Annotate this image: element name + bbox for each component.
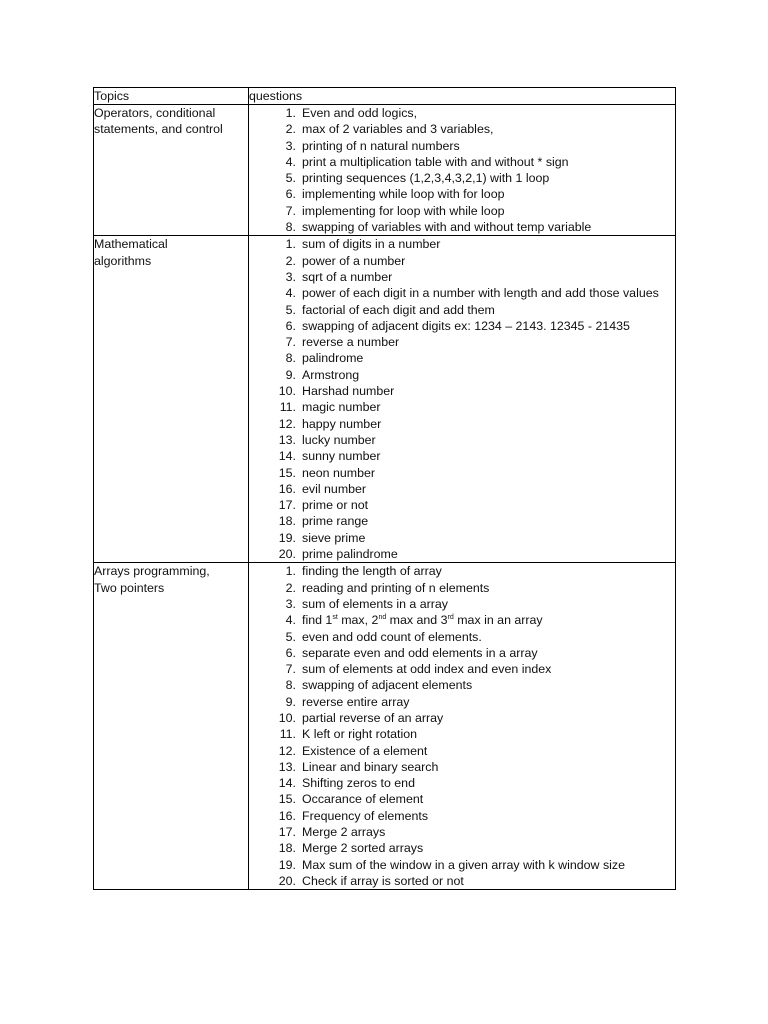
list-item: [249, 857, 675, 873]
list-number: 5.: [285, 171, 296, 186]
question-text: swapping of variables with and without temp variable: [302, 220, 592, 235]
question-text: Max sum of the window in a given array with k window size: [302, 857, 625, 872]
table-row: [94, 563, 676, 890]
question-text: even and odd count of elements.: [302, 629, 482, 644]
list-number: 11.: [279, 400, 296, 415]
list-number: 1.: [285, 237, 296, 252]
topic-line: Two pointers: [94, 580, 165, 595]
questions-header: questions: [249, 88, 676, 105]
list-number: 9.: [285, 367, 296, 382]
list-item: [249, 203, 675, 219]
table-row: [94, 236, 676, 563]
list-item: [249, 759, 675, 775]
topic-line: algorithms: [94, 253, 152, 268]
list-number: 4.: [285, 613, 296, 628]
question-text: evil number: [302, 481, 367, 496]
list-number: 19.: [278, 857, 296, 872]
list-item: [249, 661, 675, 677]
list-item: [249, 563, 675, 579]
list-item: [249, 170, 675, 186]
topic-line: Arrays programming,: [94, 564, 210, 579]
question-text: implementing for loop with while loop: [302, 203, 505, 218]
question-text: implementing while loop with for loop: [302, 187, 505, 202]
list-number: 11.: [279, 727, 296, 742]
list-item: [249, 154, 675, 170]
question-text: reverse a number: [302, 335, 400, 350]
question-text: Shifting zeros to end: [302, 776, 415, 791]
list-number: 15.: [278, 465, 296, 480]
question-text: Even and odd logics,: [302, 106, 418, 120]
list-item: [249, 497, 675, 513]
list-number: 5.: [285, 302, 296, 317]
question-text: sunny number: [302, 449, 381, 464]
list-number: 4.: [285, 286, 296, 301]
question-text: Frequency of elements: [302, 808, 429, 823]
list-item: [249, 399, 675, 415]
question-text: palindrome: [302, 351, 364, 366]
list-item: [249, 596, 675, 612]
list-number: 8.: [285, 351, 296, 366]
question-text: reading and printing of n elements: [302, 580, 490, 595]
list-item: [249, 465, 675, 481]
list-item: [249, 743, 675, 759]
list-item: [249, 808, 675, 824]
question-text: lucky number: [302, 432, 376, 447]
list-number: 1.: [285, 106, 296, 120]
list-number: 15.: [278, 792, 296, 807]
list-item: [249, 334, 675, 350]
list-item: [249, 481, 675, 497]
list-number: 16.: [278, 481, 296, 496]
questions-cell: [249, 105, 676, 236]
list-item: [249, 138, 675, 154]
question-text: prime palindrome: [302, 547, 398, 562]
list-number: 17.: [278, 498, 296, 513]
list-number: 2.: [285, 253, 296, 268]
list-number: 6.: [285, 645, 296, 660]
list-number: 14.: [278, 776, 296, 791]
list-item: [249, 121, 675, 137]
list-number: 18.: [278, 514, 296, 529]
list-item: [249, 546, 675, 562]
list-item: [249, 791, 675, 807]
list-number: 3.: [285, 138, 296, 153]
list-item: [249, 694, 675, 710]
list-item: [249, 236, 675, 252]
list-number: 7.: [285, 662, 296, 677]
questions-cell: [249, 563, 676, 890]
list-number: 8.: [285, 678, 296, 693]
list-item: [249, 612, 675, 628]
list-item: [249, 105, 675, 121]
topic-cell: [94, 105, 249, 236]
question-text: Merge 2 arrays: [302, 825, 386, 840]
list-item: [249, 383, 675, 399]
list-item: [249, 448, 675, 464]
list-number: 20.: [278, 873, 296, 888]
list-item: [249, 629, 675, 645]
list-item: [249, 775, 675, 791]
list-item: [249, 318, 675, 334]
question-text: Check if array is sorted or not: [302, 873, 464, 888]
list-number: 7.: [285, 203, 296, 218]
list-item: [249, 726, 675, 742]
topic-line: statements, and control: [94, 122, 223, 137]
list-number: 1.: [285, 564, 296, 579]
list-number: 8.: [285, 220, 296, 235]
topic-line: Mathematical: [94, 237, 168, 252]
topics-body: [94, 105, 676, 890]
list-item: [249, 677, 675, 693]
list-item: [249, 219, 675, 235]
list-item: [249, 253, 675, 269]
list-item: [249, 186, 675, 202]
question-list: [249, 563, 675, 889]
question-list: [249, 105, 675, 235]
list-number: 2.: [285, 122, 296, 137]
question-text: Merge 2 sorted arrays: [302, 841, 424, 856]
list-number: 7.: [285, 335, 296, 350]
list-number: 19.: [278, 530, 296, 545]
list-number: 3.: [285, 269, 296, 284]
question-text: prime range: [302, 514, 369, 529]
list-number: 14.: [278, 449, 296, 464]
list-number: 17.: [278, 825, 296, 840]
list-item: [249, 367, 675, 383]
question-text: factorial of each digit and add them: [302, 302, 495, 317]
list-number: 12.: [278, 416, 296, 431]
question-text: max of 2 variables and 3 variables,: [302, 122, 494, 137]
topics-header: Topics: [94, 88, 249, 105]
question-text: Linear and binary search: [302, 759, 439, 774]
list-item: [249, 580, 675, 596]
list-item: [249, 285, 675, 301]
topic-line: Operators, conditional: [94, 106, 216, 120]
list-number: 13.: [278, 432, 296, 447]
list-number: 9.: [285, 694, 296, 709]
question-text: power of a number: [302, 253, 406, 268]
list-number: 6.: [285, 187, 296, 202]
list-number: 10.: [278, 710, 296, 725]
question-text: Armstrong: [302, 367, 360, 382]
question-text: find 1st max, 2nd max and 3rd max in an array: [302, 613, 543, 628]
list-number: 2.: [285, 580, 296, 595]
list-item: [249, 873, 675, 889]
question-text: sum of elements at odd index and even index: [302, 662, 552, 677]
list-item: [249, 645, 675, 661]
question-text: printing of n natural numbers: [302, 138, 460, 153]
list-item: [249, 824, 675, 840]
question-text: separate even and odd elements in a array: [302, 645, 538, 660]
list-number: 3.: [285, 596, 296, 611]
list-item: [249, 432, 675, 448]
question-text: swapping of adjacent elements: [302, 678, 473, 693]
list-item: [249, 840, 675, 856]
table-row: [94, 105, 676, 236]
list-item: [249, 710, 675, 726]
list-number: 13.: [278, 759, 296, 774]
list-number: 4.: [285, 154, 296, 169]
list-item: [249, 530, 675, 546]
question-text: happy number: [302, 416, 382, 431]
question-text: print a multiplication table with and without * sign: [302, 154, 569, 169]
question-text: Existence of a element: [302, 743, 428, 758]
questions-cell: [249, 236, 676, 563]
list-number: 5.: [285, 629, 296, 644]
question-text: prime or not: [302, 498, 369, 513]
question-text: Occarance of element: [302, 792, 424, 807]
header-row: [94, 88, 676, 105]
list-number: 16.: [278, 808, 296, 823]
question-text: finding the length of array: [302, 564, 442, 579]
question-text: neon number: [302, 465, 376, 480]
question-text: swapping of adjacent digits ex: 1234 – 2143. 12345 - 21435: [302, 318, 630, 333]
question-list: [249, 236, 675, 562]
question-text: sieve prime: [302, 530, 366, 545]
question-text: sqrt of a number: [302, 269, 393, 284]
question-text: printing sequences (1,2,3,4,3,2,1) with 1 loop: [302, 171, 550, 186]
list-number: 12.: [278, 743, 296, 758]
list-item: [249, 269, 675, 285]
question-text: sum of digits in a number: [302, 237, 441, 252]
list-item: [249, 302, 675, 318]
topic-cell: [94, 236, 249, 563]
question-text: K left or right rotation: [302, 727, 418, 742]
question-text: partial reverse of an array: [302, 710, 444, 725]
topic-cell: [94, 563, 249, 890]
list-item: [249, 416, 675, 432]
question-text: Harshad number: [302, 384, 395, 399]
list-item: [249, 350, 675, 366]
list-item: [249, 513, 675, 529]
list-number: 20.: [278, 547, 296, 562]
list-number: 10.: [278, 384, 296, 399]
question-text: magic number: [302, 400, 381, 415]
question-text: sum of elements in a array: [302, 596, 448, 611]
list-number: 6.: [285, 318, 296, 333]
list-number: 18.: [278, 841, 296, 856]
question-text: reverse entire array: [302, 694, 410, 709]
topics-table: [93, 87, 676, 890]
question-text: power of each digit in a number with length and add those values: [302, 286, 659, 301]
